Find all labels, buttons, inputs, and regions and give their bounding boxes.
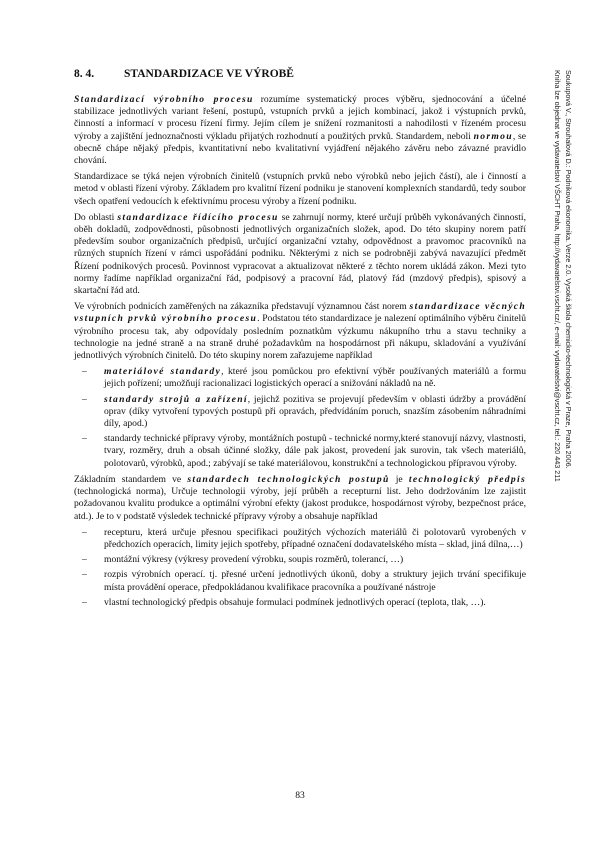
- technological-list: [74, 527, 526, 609]
- list-item: – standardy technické přípravy výroby, montážních postupů - technické normy,které stanovují názvy, vlastnosti, tvary, rozměry, druh a obsah účinné složky, dále pak jakost, provedení jak surovin, tak všech materiálů, polotovarů, výrobků, apod.; zabývají se také materiálovou, konstrukční a technologickou přípravou výroby.: [82, 433, 527, 469]
- term-normou: normou: [473, 130, 513, 142]
- section-number: 8. 4.: [74, 68, 95, 80]
- paragraph-2: Standardizace se týká nejen výrobních činitelů (vstupních prvků nebo výrobků nebo jejich částí), ale i činností a metod v oblasti řízení výroby. Základem pro kvalitní řízení podniku je stanovení komplexních standardů, tedy soubor všech opatření vedoucích k efektivnímu procesu výroby a řízení podniku.: [74, 171, 526, 207]
- list-item: – vlastní technologický předpis obsahuje formulaci podmínek jednotlivých operací (teplota, tlak, …).: [82, 596, 486, 608]
- section-title: STANDARDIZACE VE VÝROBĚ: [124, 68, 294, 80]
- document-page: [74, 68, 526, 613]
- side-note-line-2: Kniha lze objednat ve vydavatelství VŠCHT Praha, http://vydavatelstvi.vscht.cz/, e-mail: vydavatelstvi@vscht.cz, tel.: 220 443 211: [553, 70, 562, 482]
- list-item: – rozpis výrobních operací. tj. přesné určení jednotlivých úkonů, doby a struktury jejich trvání specifikuje místa provádění operace, předpokládanou kvalifikace pracovníka a používané nástroje: [82, 569, 526, 593]
- side-note: [538, 70, 574, 660]
- paragraph-3: Do oblasti standardizace řídícího procesu se zahrnují normy, které určují průběh vykonávaných činností, oběh dokladů, zodpovědnosti, působnosti jednotlivých organizačních složek, apod. Do této skupiny norem patří především soubor organizačních předpisů, určující organizační vztahy, odpovědnost a pravomoc pracovníků na různých stupních řízení v rámci uspořádání podniku. Některými z nich se podrobněji zabývá navazující předmět Řízení podnikových procesů. Povinnost vypracovat a aktualizovat některé z těchto norem ukládá zákon. Mezi tyto normy řadíme například organizační řád, podpisový a pracovní řád, platový řád (mzdový předpis), spisový a skartační řád atd.: [74, 211, 526, 297]
- list-item: – materiálové standardy, které jsou pomůckou pro efektivní výběr používaných materiálů a formu jejich pořízení; umožňují racionalizaci logistických operací a snižování nákladů na ně.: [82, 366, 526, 390]
- list-item: – standardy strojů a zařízení, jejichž pozitiva se projevují především v oblasti údržby a provádění oprav (díky vytvoření typových postupů při opravách, předvídáním poruch, snazším zásobením náhradními díly, apod.): [82, 393, 526, 430]
- dash-bullet: –: [82, 433, 87, 445]
- term-standardech-technologickych-postupu: standardech technologických postupů: [187, 473, 390, 485]
- term-vecnych-vstupnich-prvku: standardizace věcných vstupních prvků výrobního procesu: [74, 301, 526, 325]
- dash-bullet: –: [82, 569, 87, 581]
- term-standardizace-vyrobniho-procesu: Standardizací výrobního procesu: [74, 94, 254, 105]
- section-heading: [74, 68, 526, 80]
- side-note-line-1: Soukupová V., Strouhalová D.: Podniková ekonomika. Verze 2.0. Vysoká škola chemicko-technologická v Praze, Praha 2006.: [564, 70, 573, 469]
- dash-bullet: –: [82, 526, 87, 538]
- page-number: 83: [295, 790, 305, 801]
- dash-bullet: –: [82, 393, 87, 405]
- standards-list: [74, 366, 526, 470]
- term-standardizace-ridiciho-procesu: standardizace řídícího procesu: [117, 211, 279, 223]
- paragraph-5: Základním standardem ve standardech technologických postupů je technologický předpis (technologická norma), Určuje technologii výroby, její průběh a recepturní list. Jeho dodržováním lze zajistit požadovanou kvalitu produkce a optimální výrobní efekty (jakost produkce, hospodárnost výroby, bezpečnost práce, atd.). Je to v podstatě výsledek technické přípravy výroby a obsahuje například: [74, 473, 526, 522]
- list-item: – recepturu, která určuje přesnou specifikaci použitých výchozích materiálů či polotovarů vyrobených v předchozích operacích, limity jejich spotřeby, případné označení dodavatelského místa – sklad, jiná dílna,…): [82, 526, 526, 550]
- dash-bullet: –: [82, 554, 87, 566]
- dash-bullet: –: [82, 596, 87, 608]
- term-technologicky-predpis: technologický předpis: [408, 473, 526, 485]
- list-item: – montážní výkresy (výkresy provedení výrobku, soupis rozměrů, tolerancí, …): [82, 554, 404, 566]
- paragraph-4: Ve výrobních podnicích zaměřených na zákazníka představují významnou část norem standardizace věcných vstupních prvků výrobního procesu. Podstatou této standardizace je nalezení optimálního výběru činitelů výrobního procesu tak, aby odpovídaly posledním poznatkům výzkumu nákupního trhu a stavu techniky a technologie na jedné straně a na straně druhé požadavkům na hospodárnost při nákupu, skladování a využívání jednotlivých výrobních činitelů. Do této skupiny norem zařazujeme například: [74, 301, 526, 362]
- dash-bullet: –: [82, 366, 87, 378]
- paragraph-1: Standardizací výrobního procesu rozumíme systematický proces výběru, sjednocování a účelné stabilizace jednotlivých variant řešení, postupů, vstupních prvků a jejich kombinací, jakož i výstupních prvků, činností a informací v procesu řízení firmy. Jejím cílem je snížení rozmanitosti a nahodilosti v řízeném procesu výroby a zajištění jednoznačnosti výkladu přijatých rozhodnutí a použitých prvků. Standardem, neboli normou, se obecně chápe nějaký předpis, kvantitativní nebo kvalitativní vyjádření nějakého závěru nebo závazné pravidlo chování.: [74, 94, 526, 167]
